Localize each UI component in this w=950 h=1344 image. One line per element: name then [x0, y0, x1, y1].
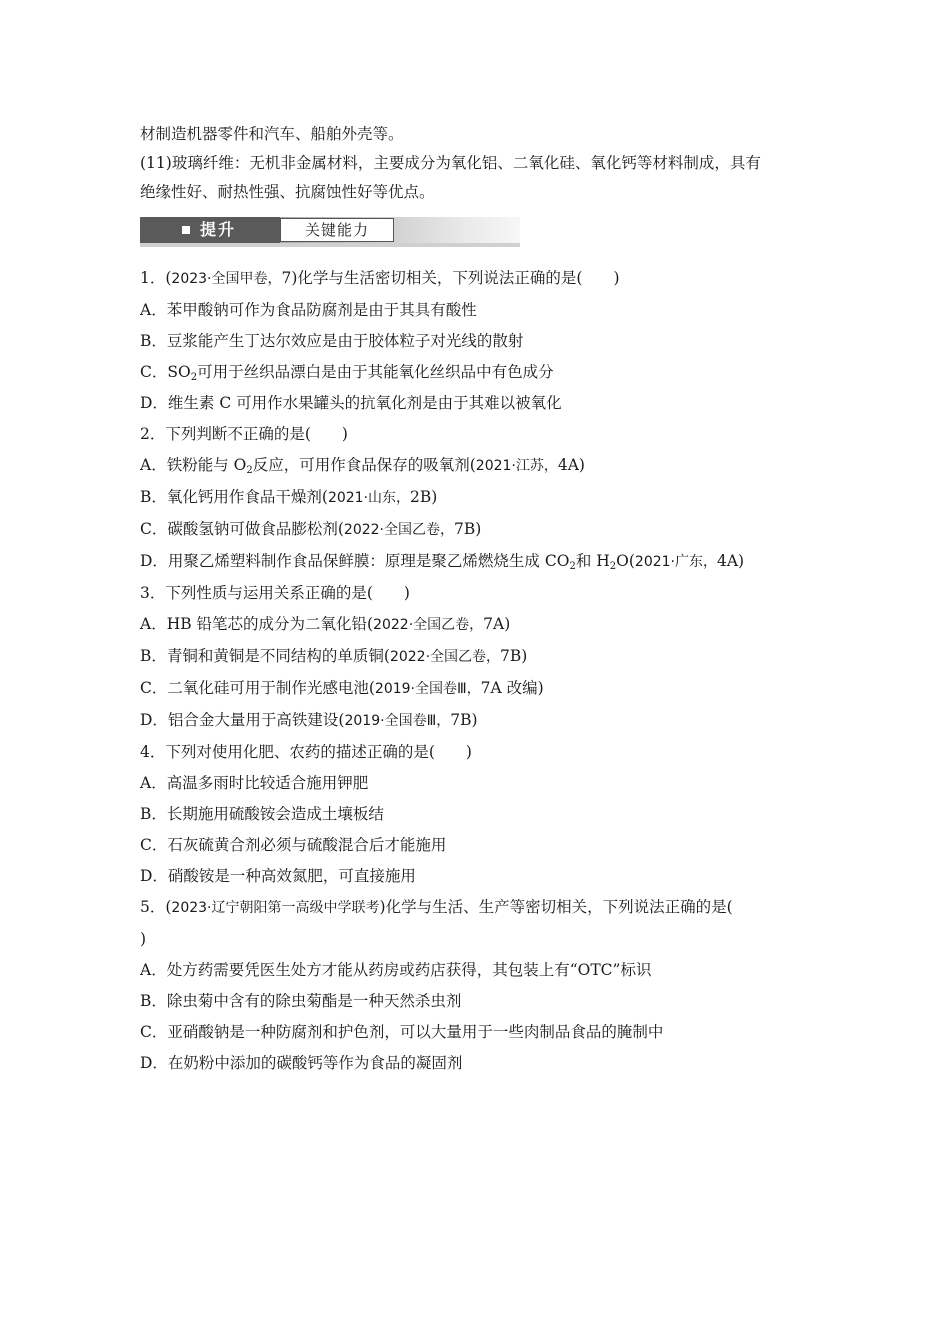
question-stem — [140, 263, 820, 295]
option-text: C．二氧化硅可用于制作光感电池( — [140, 679, 375, 697]
option-c: C．亚硝酸钠是一种防腐剂和护色剂，可以大量用于一些肉制品食品的腌制中 — [140, 1023, 664, 1041]
banner-right-label: 关键能力 — [280, 218, 394, 242]
banner-left-label: 提升 — [200, 220, 237, 239]
option-a — [140, 609, 820, 641]
question-1 — [140, 263, 820, 419]
option-b — [140, 482, 820, 514]
subscript: 2 — [609, 561, 617, 572]
option-text: 4A) — [557, 456, 585, 474]
option-text: O( — [616, 552, 635, 570]
option-text: 7B) — [500, 647, 528, 665]
option-a — [140, 450, 820, 482]
question-5 — [140, 892, 820, 1079]
question-source: 2019·全国卷Ⅲ， — [344, 713, 451, 729]
option-c — [140, 673, 820, 705]
option-text: A．铁粉能与 O — [140, 456, 247, 474]
option-d: D．硝酸铵是一种高效氮肥，可直接施用 — [140, 867, 416, 885]
intro-line-1: 材制造机器零件和汽车、船舶外壳等。 — [140, 125, 404, 143]
option-d — [140, 705, 820, 737]
option-text: A．HB 铅笔芯的成分为二氧化铅( — [140, 615, 374, 633]
option-c — [140, 357, 820, 388]
option-text: 7B) — [454, 520, 482, 538]
option-d — [140, 546, 820, 578]
stem-prefix: 1．( — [140, 269, 172, 287]
question-source: 2023·全国甲卷， — [171, 271, 282, 287]
option-b — [140, 641, 820, 673]
option-text: 可用于丝织品漂白是由于其能氧化丝织品中有色成分 — [197, 363, 554, 381]
question-source: 2021·广东， — [634, 554, 717, 570]
option-a: A．处方药需要凭医生处方才能从药房或药店获得，其包装上有“OTC”标识 — [140, 961, 652, 979]
option-c — [140, 514, 820, 546]
section-banner — [140, 217, 520, 247]
document-page — [140, 120, 820, 1079]
question-3 — [140, 578, 820, 737]
banner-stripe — [140, 243, 520, 247]
option-b: B．豆浆能产生丁达尔效应是由于胶体粒子对光线的散射 — [140, 332, 524, 350]
question-stem: 3．下列性质与运用关系正确的是( ) — [140, 584, 410, 602]
option-text: C．碳酸氢钠可做食品膨松剂( — [140, 520, 344, 538]
option-b: B．长期施用硫酸铵会造成土壤板结 — [140, 805, 384, 823]
subscript: 2 — [246, 465, 253, 476]
option-text: C．SO — [140, 363, 191, 381]
option-text: D．铝合金大量用于高铁建设( — [140, 711, 345, 729]
question-stem-continued: ) — [140, 930, 147, 948]
banner-left — [140, 217, 280, 243]
subscript: 2 — [569, 561, 576, 572]
option-text: 7A 改编) — [480, 679, 544, 697]
question-stem — [140, 892, 820, 924]
option-text: 反应，可用作食品保存的吸氧剂( — [252, 456, 476, 474]
option-text: B．氧化钙用作食品干燥剂( — [140, 488, 328, 506]
square-bullet-icon — [182, 226, 190, 234]
question-source: 2021·江苏， — [475, 458, 558, 474]
option-a: A．苯甲酸钠可作为食品防腐剂是由于其具有酸性 — [140, 301, 477, 319]
option-d: D．在奶粉中添加的碳酸钙等作为食品的凝固剂 — [140, 1054, 463, 1072]
intro-line-3: 绝缘性好、耐热性强、抗腐蚀性好等优点。 — [140, 183, 435, 201]
option-a: A．高温多雨时比较适合施用钾肥 — [140, 774, 369, 792]
option-text: B．青铜和黄铜是不同结构的单质铜( — [140, 647, 390, 665]
stem-text: )化学与生活、生产等密切相关，下列说法正确的是( — [379, 898, 733, 916]
option-text: 7A) — [483, 615, 511, 633]
option-text: 7B) — [450, 711, 478, 729]
intro-line-2: (11)玻璃纤维：无机非金属材料，主要成分为氧化铝、二氧化硅、氧化钙等材料制成，具有 — [140, 154, 761, 172]
question-source: 2019·全国卷Ⅲ， — [374, 681, 481, 697]
option-text: 和 H — [575, 552, 610, 570]
subscript: 2 — [190, 372, 198, 383]
intro-paragraph — [140, 120, 820, 207]
question-source: 2022·全国乙卷， — [373, 617, 484, 633]
question-stem: 2．下列判断不正确的是( ) — [140, 425, 348, 443]
option-b: B．除虫菊中含有的除虫菊酯是一种天然杀虫剂 — [140, 992, 462, 1010]
question-source: 2022·全国乙卷， — [389, 649, 501, 665]
question-source: 2021·山东， — [327, 490, 411, 506]
option-text: D．用聚乙烯塑料制作食品保鲜膜：原理是聚乙烯燃烧生成 CO — [140, 552, 570, 570]
question-stem: 4．下列对使用化肥、农药的描述正确的是( ) — [140, 743, 472, 761]
stem-text: 7)化学与生活密切相关，下列说法正确的是( ) — [281, 269, 620, 287]
option-d: D．维生素 C 可用作水果罐头的抗氧化剂是由于其难以被氧化 — [140, 394, 562, 412]
question-source: 2023·辽宁朝阳第一高级中学联考 — [171, 900, 380, 916]
question-2 — [140, 419, 820, 578]
option-text: 2B) — [410, 488, 438, 506]
stem-prefix: 5．( — [140, 898, 172, 916]
option-c: C．石灰硫黄合剂必须与硫酸混合后才能施用 — [140, 836, 447, 854]
option-text: 4A) — [717, 552, 745, 570]
question-source: 2022·全国乙卷， — [343, 522, 455, 538]
question-4 — [140, 737, 820, 892]
